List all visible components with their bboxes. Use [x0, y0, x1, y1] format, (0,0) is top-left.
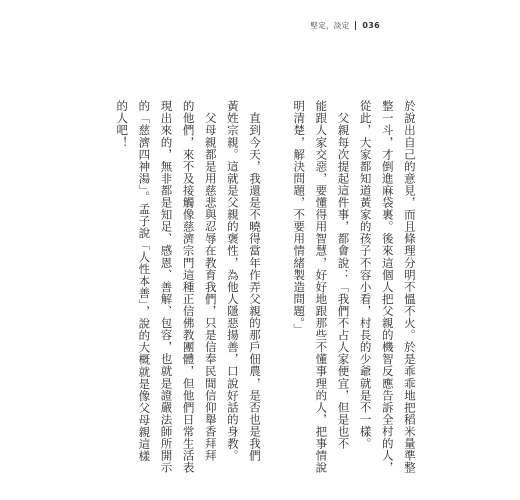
text-column: 的「慈濟四神湯」。孟子說「人性本善」，說的大概就是像父母親這樣	[137, 100, 152, 463]
section-title: 堅定，淡定	[310, 21, 350, 30]
text-column: 現出來的，無非都是知足、感恩、善解、包容，也就是證嚴法師所開示	[159, 100, 174, 474]
text-column: 明清楚，解決問題，不要用情緒製造問題。」	[292, 100, 307, 336]
page-number: 036	[362, 21, 380, 30]
vertical-text-body	[115, 100, 417, 474]
page-header	[310, 20, 380, 31]
text-column: 整一斗，才倒進麻袋裏。後來這個人把父親的機智反應告訴全村的人，	[380, 100, 395, 474]
text-column: 的人吧！	[115, 100, 130, 149]
header-divider	[355, 21, 356, 30]
text-column: 的他們，來不及接觸像慈濟宗門這種正信佛教團體，但他們日常生活表	[181, 100, 196, 474]
text-column: 父親每次提起這件事，都會說：「我們不占人家便宜，但是也不	[336, 100, 351, 450]
blank-column	[270, 100, 283, 395]
text-column: 從此，大家都知道黃家的孩子不容小看，村長的少爺就是不一樣。	[358, 100, 373, 450]
text-column: 黃姓宗親。這就是父親的褒性，為他人隱惡揚善，口說好話的身教。	[225, 100, 240, 462]
text-column: 父母親都是用慈悲與忍辱在教育我們，只是信奉民間信仰舉香拜拜	[203, 100, 218, 462]
text-column: 於說出自己的意見，而且條理分明不慍不火。於是乖乖地把稻米量準整	[402, 100, 417, 474]
text-column: 直到今天，我還是不曉得當年作弄父親的那戶佃農，是否也是我們	[247, 100, 262, 462]
text-column: 能跟人家交惡，要懂得用智慧，好好地跟那些不懂事理的人，把事情說	[314, 100, 329, 474]
